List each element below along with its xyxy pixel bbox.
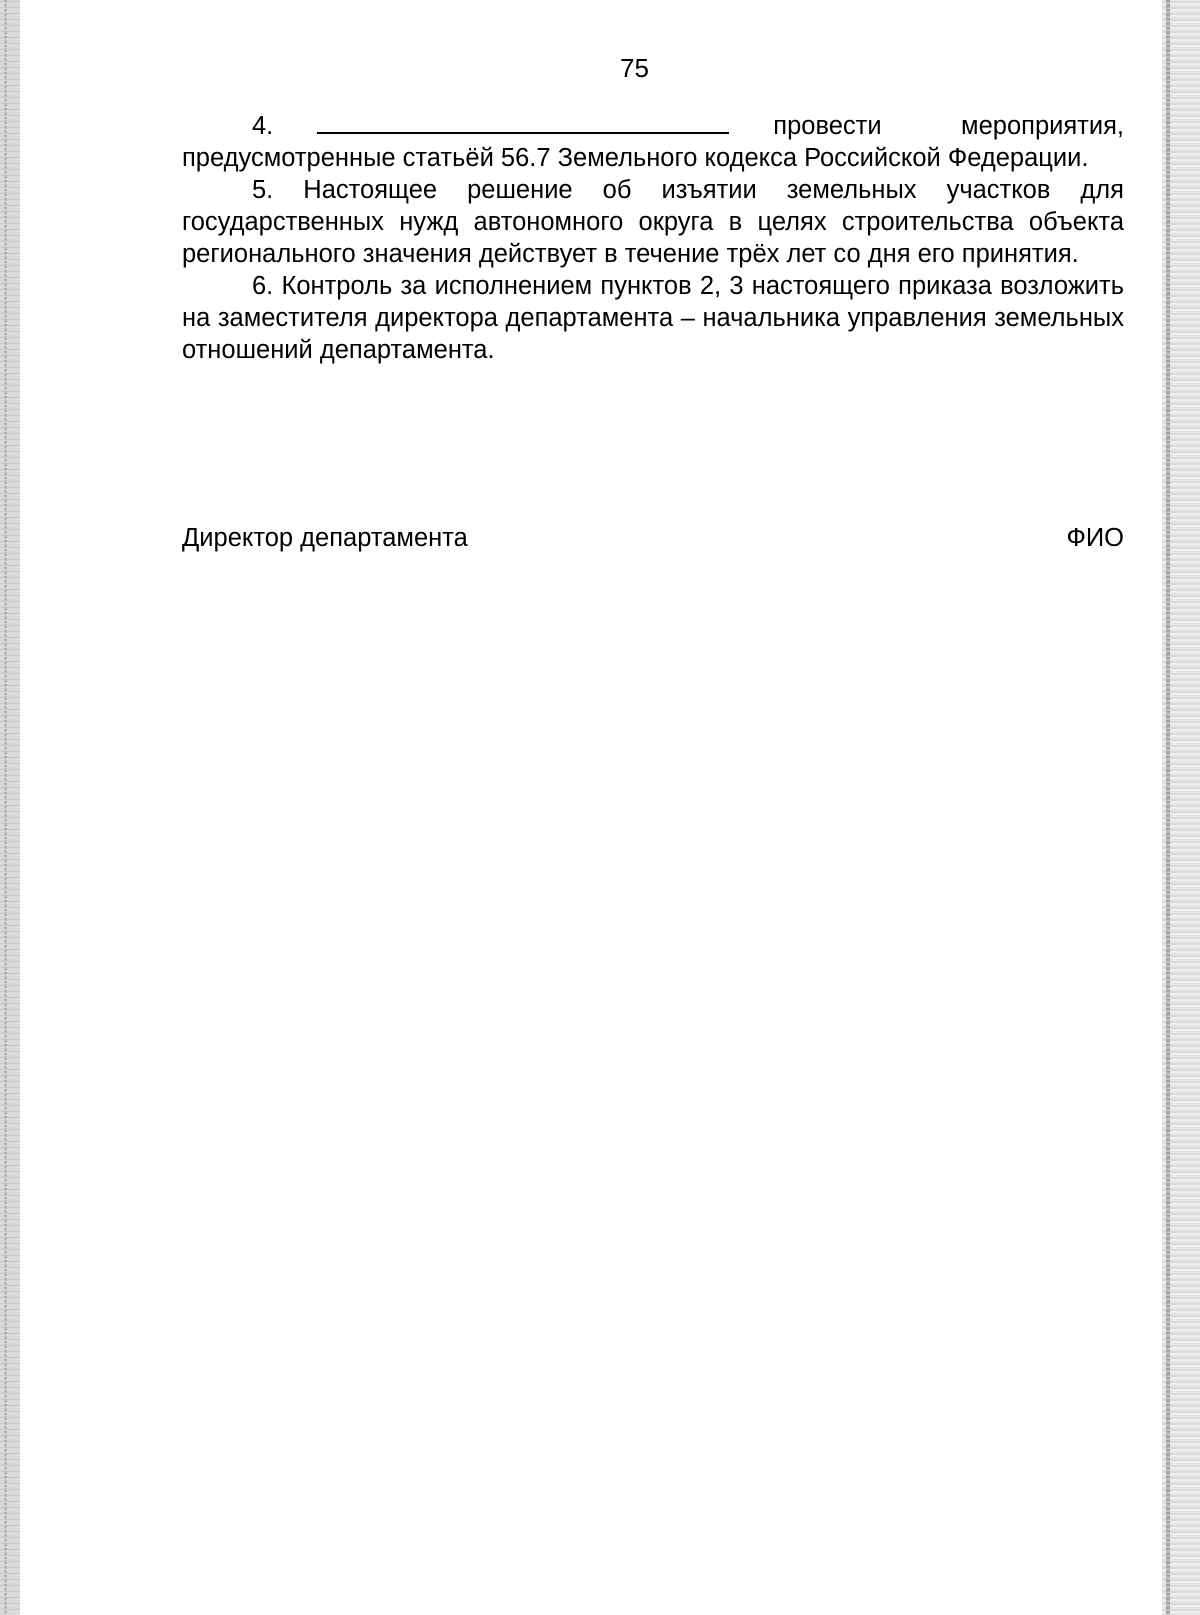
- scan-edge-right: [1162, 0, 1200, 1615]
- signature-name: ФИО: [1066, 524, 1124, 552]
- document-body: [182, 110, 1124, 366]
- signature-position: Директор департамента: [182, 524, 468, 552]
- paragraph-6: 6. Контроль за исполнением пунктов 2, 3 настоящего приказа возложить на заместителя директора департамента – начальника управления земельных отношений департамента.: [182, 272, 1124, 364]
- blank-fill-line: [317, 110, 729, 134]
- paragraph-4-text: провести мероприятия, предусмотренные статьёй 56.7 Земельного кодекса Российской Федерации.: [182, 112, 1124, 172]
- paragraph-5: 5. Настоящее решение об изъятии земельных участков для государственных нужд автономного округа в целях строительства объекта регионального значения действует в течение трёх лет со дня его принятия.: [182, 176, 1124, 268]
- signature-block: [182, 522, 1124, 554]
- paragraph-4: [182, 110, 1124, 174]
- paragraph-4-number: 4.: [252, 112, 274, 140]
- page-number: 75: [620, 53, 649, 83]
- scan-edge-left: [0, 0, 20, 1615]
